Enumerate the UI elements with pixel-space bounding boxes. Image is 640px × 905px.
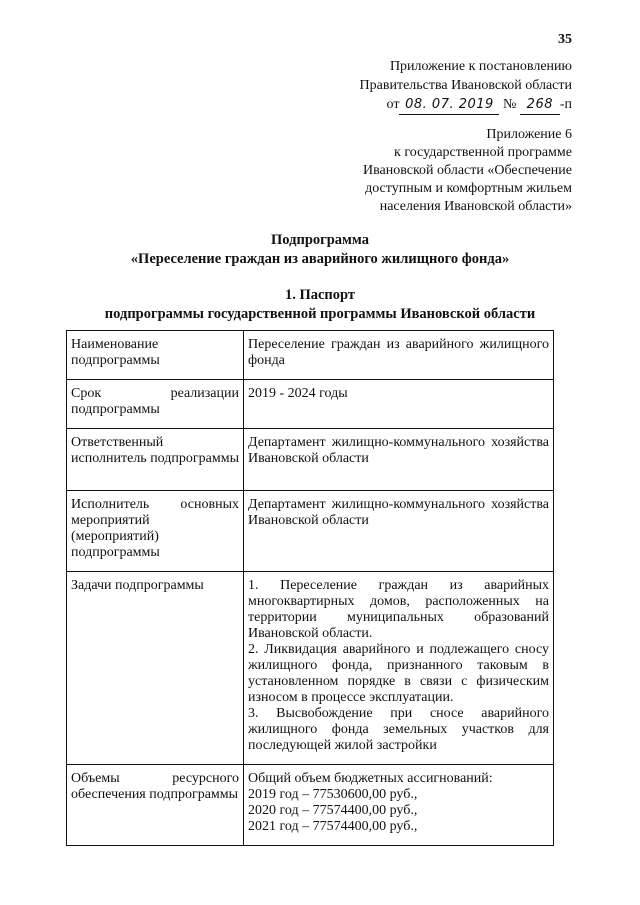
- table-row: [67, 331, 554, 380]
- row-label: Исполнитель основных мероприятий (мероприятий) подпрограммы: [67, 491, 244, 572]
- appendix2-line1: Приложение 6: [486, 127, 572, 142]
- subprogram-title-line2: «Переселение граждан из аварийного жилищного фонда»: [130, 251, 510, 267]
- passport-table: [66, 330, 554, 846]
- appendix2-line4: доступным и комфортным жильем: [365, 181, 572, 196]
- resources-line: Общий объем бюджетных ассигнований:: [248, 771, 493, 786]
- appendix-6: [272, 126, 572, 216]
- row-label: Ответственный исполнитель подпрограммы: [67, 429, 244, 491]
- subprogram-title: [0, 231, 640, 269]
- task-item: 3. Высвобождение при сносе аварийного жилищного фонда земельных участков для последующей жилой застройки: [248, 706, 549, 753]
- tasks-value: [244, 572, 554, 765]
- from-label: от: [386, 97, 400, 112]
- appendix2-line3: Ивановской области «Обеспечение: [362, 163, 572, 178]
- row-label: Срок реализации подпрограммы: [67, 380, 244, 429]
- row-value: Переселение граждан из аварийного жилищного фонда: [244, 331, 554, 380]
- appendix2-line2: к государственной программе: [394, 145, 572, 160]
- appendix1-date-line: [272, 95, 572, 115]
- resources-line: 2021 год – 77574400,00 руб.,: [248, 819, 418, 834]
- task-item: 1. Переселение граждан из аварийных многоквартирных домов, расположенных на территории муниципальных образований Ивановской области.: [248, 578, 549, 641]
- subprogram-title-line1: Подпрограмма: [271, 232, 369, 248]
- table-row: [67, 429, 554, 491]
- row-value: 2019 - 2024 годы: [244, 380, 554, 429]
- appendix-to-resolution: [272, 57, 572, 115]
- handwritten-number: 268: [520, 95, 560, 115]
- passport-heading-line2: подпрограммы государственной программы Ивановской области: [104, 306, 536, 322]
- handwritten-date: 08. 07. 2019: [399, 95, 499, 115]
- table-row: [67, 765, 554, 846]
- row-value: Департамент жилищно-коммунального хозяйства Ивановской области: [244, 429, 554, 491]
- table-row: [67, 491, 554, 572]
- tasks-label: Задачи подпрограммы: [67, 572, 244, 765]
- page-number: 35: [558, 32, 572, 47]
- passport-heading-line1: 1. Паспорт: [284, 287, 356, 303]
- task-item: 2. Ликвидация аварийного и подлежащего сносу жилищного фонда, признанного таковым в установленном порядке в связи с физическим износом в процессе эксплуатации.: [248, 642, 549, 705]
- resources-label: Объемы ресурсного обеспечения подпрограммы: [67, 765, 244, 846]
- row-label: Наименование подпрограммы: [67, 331, 244, 380]
- appendix1-line1: Приложение к постановлению: [389, 59, 572, 74]
- resources-line: 2020 год – 77574400,00 руб.,: [248, 803, 418, 818]
- appendix2-line5: населения Ивановской области»: [379, 199, 572, 214]
- resources-line: 2019 год – 77530600,00 руб.,: [248, 787, 418, 802]
- resources-value: [244, 765, 554, 846]
- number-suffix: -п: [559, 97, 572, 112]
- table-row: [67, 380, 554, 429]
- number-label: №: [502, 97, 517, 112]
- passport-heading: [0, 286, 640, 324]
- appendix1-line2: Правительства Ивановской области: [359, 78, 572, 93]
- table-row: [67, 572, 554, 765]
- row-value: Департамент жилищно-коммунального хозяйства Ивановской области: [244, 491, 554, 572]
